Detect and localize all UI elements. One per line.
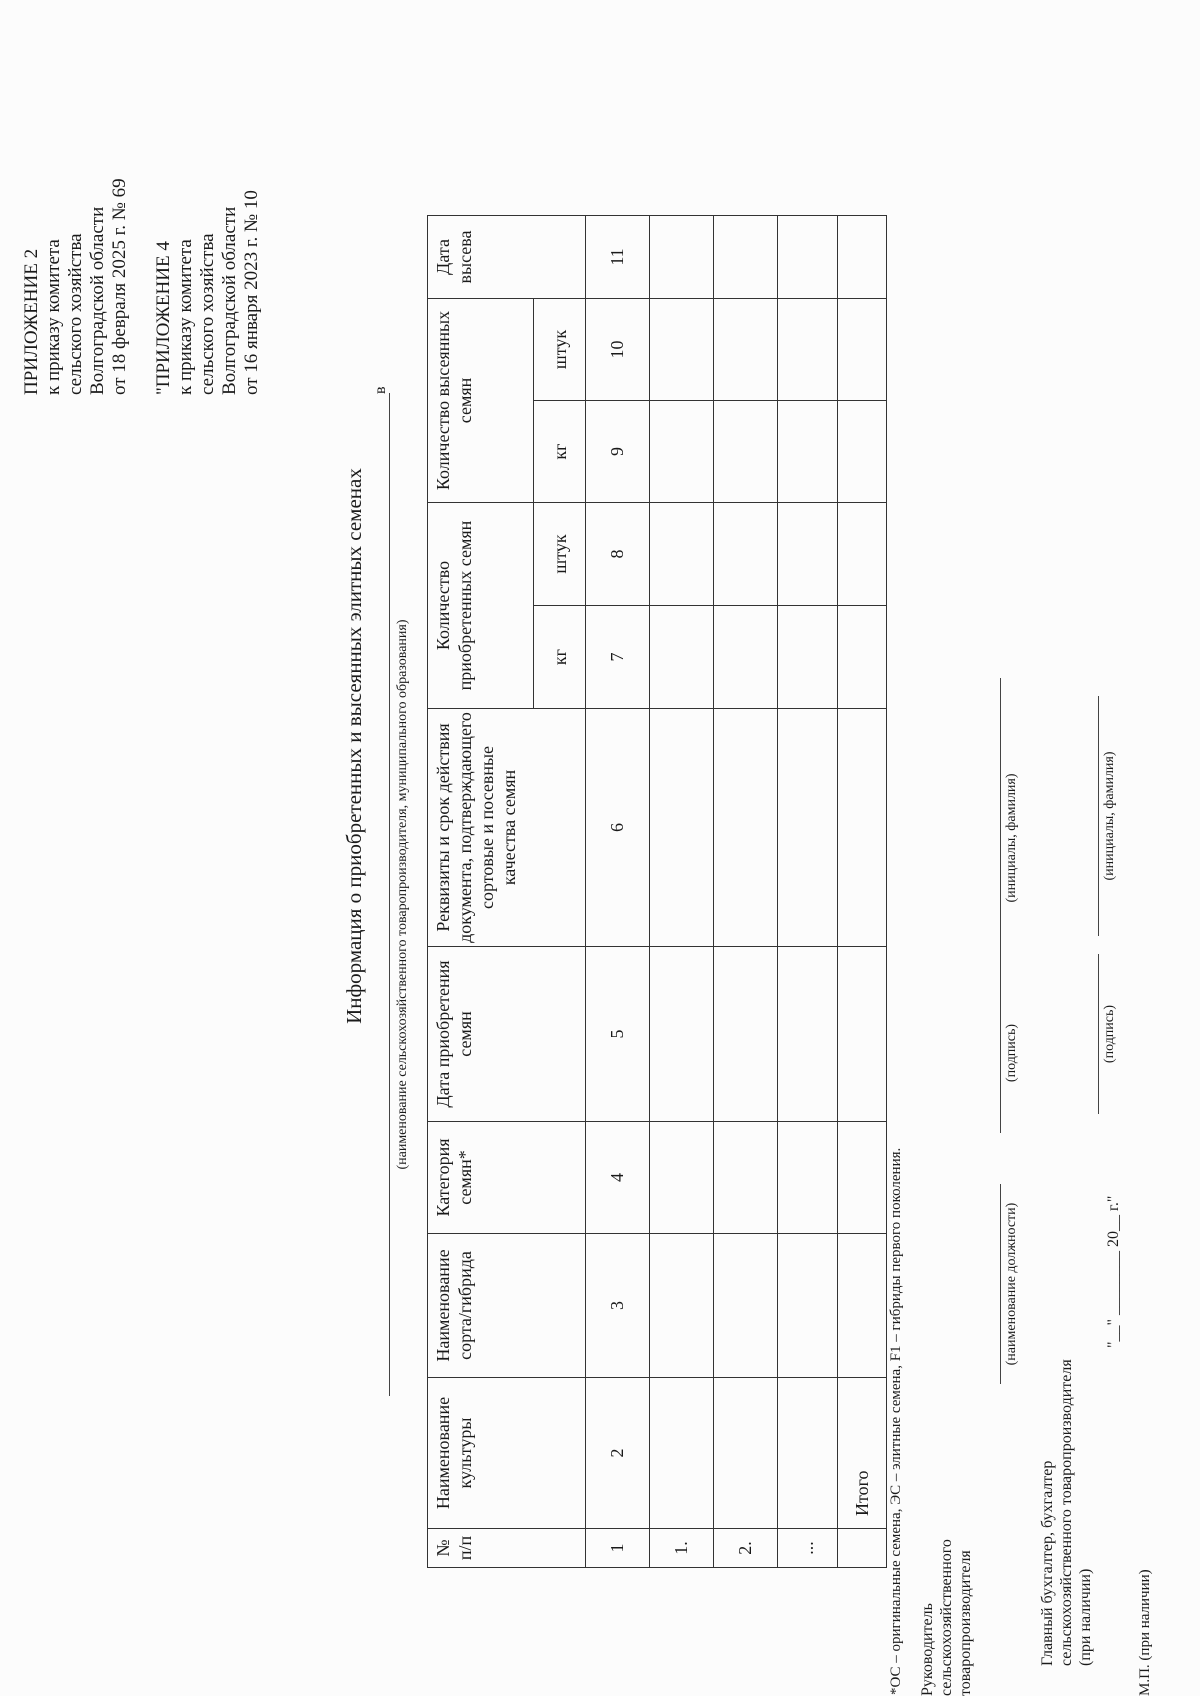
table-cell: [649, 1378, 713, 1529]
header-unit-pcs: штук: [534, 503, 586, 606]
table-cell: [713, 215, 777, 298]
org-fill-line: [389, 393, 390, 1396]
table-cell: [838, 401, 887, 503]
column-number: 4: [586, 1122, 650, 1234]
column-number-row: [586, 215, 650, 1567]
head-title-line: товаропроизводителя: [957, 1550, 974, 1696]
appendix-line: сельского хозяйства: [197, 233, 218, 395]
accountant-initials-caption: (инициалы, фамилия): [1102, 751, 1117, 881]
column-number: 5: [586, 947, 650, 1122]
seeds-table: [427, 215, 887, 1568]
appendix-line: "ПРИЛОЖЕНИЕ 4: [153, 241, 174, 395]
table-cell: [777, 947, 837, 1122]
table-cell: [713, 298, 777, 400]
table-cell: [713, 503, 777, 606]
table-cell: [713, 401, 777, 503]
table-cell: [649, 215, 713, 298]
header-document: Реквизиты и срок действия документа, подтверждающего сортовые и посевные качества семян: [428, 709, 586, 947]
header-sow-date: Дата высева: [428, 215, 586, 298]
table-cell: [649, 401, 713, 503]
accountant-signature-caption: (подпись): [1102, 1004, 1117, 1064]
appendix-line: ПРИЛОЖЕНИЕ 2: [21, 248, 42, 395]
table-cell: [777, 215, 837, 298]
column-number: 8: [586, 503, 650, 606]
table-cell: [649, 606, 713, 709]
table-cell: [649, 503, 713, 606]
table-row: [777, 215, 837, 1567]
org-prefix: в: [372, 386, 389, 394]
head-title: [918, 1539, 975, 1696]
table-cell: [713, 1378, 777, 1529]
table-cell: [777, 401, 837, 503]
column-number: 6: [586, 709, 650, 947]
total-label: Итого: [838, 1378, 887, 1529]
accountant-title-line: сельскохозяйственного товаропроизводителя: [1058, 1359, 1075, 1666]
table-cell: [838, 1529, 887, 1568]
table-header-row: [428, 215, 534, 1567]
table-cell: [713, 947, 777, 1122]
table-cell: [838, 215, 887, 298]
header-sown: Количество высеянных семян: [428, 298, 534, 502]
column-number: 1: [586, 1529, 650, 1568]
table-cell: [777, 503, 837, 606]
row-no: 2.: [713, 1529, 777, 1568]
column-number: 2: [586, 1378, 650, 1529]
appendix-line: от 18 февраля 2025 г. № 69: [109, 178, 130, 395]
column-number: 7: [586, 606, 650, 709]
appendix-previous: [153, 178, 263, 395]
table-cell: [777, 1378, 837, 1529]
accountant-title-line: (при наличии): [1077, 1568, 1094, 1666]
appendix-current: [21, 178, 131, 395]
table-cell: [838, 1122, 887, 1234]
accountant-initials-line: [1098, 696, 1099, 936]
table-cell: [838, 298, 887, 400]
table-cell: [649, 947, 713, 1122]
header-unit-kg: кг: [534, 401, 586, 503]
table-cell: [649, 1234, 713, 1378]
date-template: "__" ________ 20__ г.": [1105, 1195, 1122, 1348]
position-line: [1000, 1184, 1001, 1384]
initials-line: [1000, 678, 1001, 998]
table-cell: [838, 1234, 887, 1378]
table-cell: [777, 1234, 837, 1378]
table-row: [649, 215, 713, 1567]
header-crop: Наименование культуры: [428, 1378, 586, 1529]
head-title-line: сельскохозяйственного: [938, 1539, 955, 1696]
header-no: № п/п: [428, 1529, 586, 1568]
column-number: 11: [586, 215, 650, 298]
table-row: [713, 215, 777, 1567]
footnote: *ОС – оригинальные семена, ЭС – элитные семена, F1 – гибриды первого поколения.: [888, 1147, 904, 1695]
accountant-title-line: Главный бухгалтер, бухгалтер: [1039, 1460, 1056, 1666]
header-unit-kg: кг: [534, 606, 586, 709]
row-no: 1.: [649, 1529, 713, 1568]
table-cell: [777, 709, 837, 947]
appendix-block: [21, 178, 263, 395]
header-unit-pcs: штук: [534, 298, 586, 400]
initials-caption: (инициалы, фамилия): [1004, 773, 1019, 903]
appendix-line: сельского хозяйства: [65, 233, 86, 395]
column-number: 9: [586, 401, 650, 503]
table-cell: [713, 1122, 777, 1234]
column-number: 3: [586, 1234, 650, 1378]
document-title: Информация о приобретенных и высеянных элитных семенах: [342, 468, 366, 1024]
header-purchase-date: Дата приобретения семян: [428, 947, 586, 1122]
appendix-line: Волгоградской области: [87, 206, 108, 395]
table-cell: [838, 503, 887, 606]
row-no: ...: [777, 1529, 837, 1568]
table-cell: [777, 298, 837, 400]
stamp-place: М.П. (при наличии): [1137, 1569, 1153, 1696]
table-cell: [838, 709, 887, 947]
header-category: Категория семян*: [428, 1122, 586, 1234]
header-variety: Наименование сорта/гибрида: [428, 1234, 586, 1378]
table-cell: [838, 606, 887, 709]
appendix-line: от 16 января 2023 г. № 10: [241, 190, 262, 395]
table-cell: [649, 1122, 713, 1234]
appendix-line: к приказу комитета: [43, 239, 64, 395]
accountant-signature-line: [1098, 954, 1099, 1114]
table-cell: [713, 1234, 777, 1378]
header-purchased: Количество приобретенных семян: [428, 503, 534, 709]
table-cell: [649, 298, 713, 400]
total-row: [838, 215, 887, 1567]
appendix-line: к приказу комитета: [175, 239, 196, 395]
head-title-line: Руководитель: [919, 1603, 936, 1696]
column-number: 10: [586, 298, 650, 400]
org-caption: (наименование сельскохозяйственного товаропроизводителя, муниципального образования): [395, 619, 410, 1170]
table-cell: [777, 1122, 837, 1234]
table-cell: [649, 709, 713, 947]
position-caption: (наименование должности): [1004, 1202, 1019, 1366]
accountant-title: [1038, 1359, 1095, 1666]
table-cell: [713, 606, 777, 709]
table-cell: [777, 606, 837, 709]
appendix-line: Волгоградской области: [219, 206, 240, 395]
signature-caption: (подпись): [1004, 1023, 1019, 1083]
table-cell: [838, 947, 887, 1122]
table-cell: [713, 709, 777, 947]
